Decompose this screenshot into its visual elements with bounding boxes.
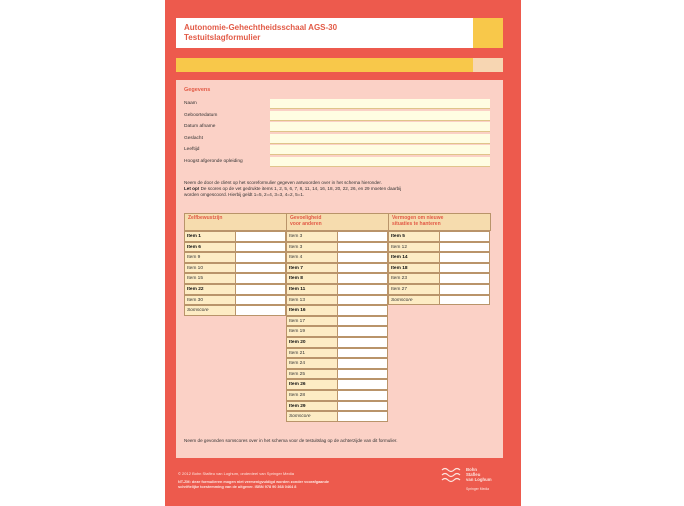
item-label: Item 27: [388, 284, 440, 295]
item-score-input[interactable]: [439, 273, 490, 284]
column-header-line-2: situaties te hanteren: [392, 220, 441, 227]
somscore-input[interactable]: [235, 305, 286, 316]
item-label: Item 7: [286, 263, 338, 274]
item-score-input[interactable]: [337, 390, 388, 401]
item-score-input[interactable]: [337, 326, 388, 337]
item-score-input[interactable]: [337, 273, 388, 284]
column-header-line-1: Gevoeligheid: [290, 215, 322, 221]
somscore-input[interactable]: [439, 295, 490, 306]
publisher-line-1: Bohn: [466, 467, 477, 472]
yellow-band: [176, 58, 473, 72]
publisher-name: [466, 467, 492, 482]
item-score-input[interactable]: [337, 295, 388, 306]
item-score-input[interactable]: [337, 358, 388, 369]
column-header: [388, 213, 491, 231]
let-op-label: Let op!: [184, 186, 200, 191]
item-label: Item 1: [184, 231, 236, 242]
item-label: Item 25: [286, 369, 338, 380]
item-score-input[interactable]: [439, 231, 490, 242]
item-label: Item 24: [286, 358, 338, 369]
instruction-line-2-text: De scores op de vet gedrukte items 1, 2, 5, 6, 7, 8, 11, 14, 16, 18, 20, 22, 26, en 29 moeten daarbij: [199, 186, 402, 191]
gegevens-field[interactable]: [270, 145, 490, 155]
item-label: Item 14: [388, 252, 440, 263]
item-label: Item 22: [184, 284, 236, 295]
column-header-line-2: voor anderen: [290, 220, 322, 227]
gegevens-label: Hoogst afgeronde opleiding: [184, 159, 243, 164]
item-score-input[interactable]: [337, 369, 388, 380]
item-label: Item 9: [184, 252, 236, 263]
item-label: Item 29: [286, 401, 338, 412]
item-score-input[interactable]: [337, 348, 388, 359]
item-score-input[interactable]: [235, 273, 286, 284]
item-label: Item 6: [184, 242, 236, 253]
item-label: Item 8: [286, 273, 338, 284]
item-score-input[interactable]: [439, 263, 490, 274]
gegevens-field[interactable]: [270, 134, 490, 144]
item-score-input[interactable]: [337, 305, 388, 316]
column-header: [286, 213, 389, 231]
item-score-input[interactable]: [439, 252, 490, 263]
publisher-logo-icon: [440, 466, 462, 486]
gegevens-label: Geslacht: [184, 135, 203, 141]
band-end-block: [473, 58, 503, 72]
item-score-input[interactable]: [337, 316, 388, 327]
item-score-input[interactable]: [337, 242, 388, 253]
item-score-input[interactable]: [337, 231, 388, 242]
instruction-line-1: Neem de door de cliënt op het scoreformulier gegeven antwoorden over in het schema hieronder.: [184, 180, 382, 185]
somscore-input[interactable]: [337, 411, 388, 422]
item-label: Item 26: [286, 379, 338, 390]
legal-line-1: NT-ZM: deze formulieren mogen niet vermenigvuldigd worden zonder voorafgaande: [178, 480, 330, 484]
item-label: Item 16: [286, 305, 338, 316]
item-score-input[interactable]: [337, 379, 388, 390]
column-header-text: [290, 216, 322, 227]
gegevens-label: Datum afname: [184, 124, 216, 130]
item-label: Item 28: [286, 390, 338, 401]
item-label: Item 15: [184, 273, 236, 284]
somscore-label: Somscore: [286, 411, 338, 422]
instructions: [184, 180, 484, 198]
column-header-text: [392, 216, 443, 227]
publisher-sub: Springer Media: [466, 487, 489, 491]
gegevens-field[interactable]: [270, 122, 490, 132]
legal-notice: [178, 480, 408, 490]
item-label: Item 17: [286, 316, 338, 327]
item-score-input[interactable]: [439, 242, 490, 253]
item-score-input[interactable]: [337, 284, 388, 295]
item-label: Item 4: [286, 252, 338, 263]
footer-instruction: Neem de gevonden somscores over in het schema voor de testuitslag op de achterzijde van dit formulier.: [184, 438, 398, 443]
somscore-label: Somscore: [184, 305, 236, 316]
item-score-input[interactable]: [235, 231, 286, 242]
instruction-line-3: worden omgescoord. Hierbij geldt 1=5, 2=4, 3=3, 4=2, 5=1.: [184, 192, 305, 197]
item-label: Item 5: [388, 231, 440, 242]
item-score-input[interactable]: [337, 401, 388, 412]
copyright: © 2012 Bohn Stafleu van Loghum, onderdeel van Springer Media: [178, 471, 294, 476]
item-label: Item 19: [286, 326, 338, 337]
column-header-line-1: Zelfbewustzijn: [188, 215, 223, 221]
item-label: Item 18: [388, 263, 440, 274]
form-title: Autonomie-Gehechtheidsschaal AGS-30: [184, 23, 338, 32]
item-score-input[interactable]: [235, 295, 286, 306]
publisher-line-2: Stafleu: [466, 472, 481, 477]
gegevens-field[interactable]: [270, 99, 490, 109]
column-header-text: [188, 216, 222, 222]
gegevens-field[interactable]: [270, 111, 490, 121]
column-header: [184, 213, 287, 231]
item-label: Item 23: [388, 273, 440, 284]
item-label: Item 21: [286, 348, 338, 359]
item-label: Item 12: [388, 242, 440, 253]
title-box: [176, 18, 473, 48]
item-score-input[interactable]: [439, 284, 490, 295]
gegevens-label: Geboortedatum: [184, 112, 218, 118]
column-header-line-1: Vermogen om nieuwe: [392, 215, 444, 221]
item-score-input[interactable]: [235, 263, 286, 274]
gegevens-label: Naam: [184, 101, 197, 106]
item-label: Item 11: [286, 284, 338, 295]
item-label: Item 10: [184, 263, 236, 274]
form-subtitle: Testuitslagformulier: [184, 33, 261, 42]
somscore-label: Somscore: [388, 295, 440, 306]
item-label: Item 13: [286, 295, 338, 306]
item-score-input[interactable]: [337, 337, 388, 348]
item-score-input[interactable]: [337, 263, 388, 274]
item-score-input[interactable]: [235, 252, 286, 263]
item-score-input[interactable]: [235, 242, 286, 253]
item-label: Item 3: [286, 242, 338, 253]
gegevens-label: Leeftijd: [184, 147, 200, 153]
item-label: Item 20: [286, 337, 338, 348]
publisher-line-3: van Loghum: [466, 477, 492, 482]
legal-line-2: schriftelijke toestemming van de uitgever. ISBN 978 90 368 0464 8: [178, 485, 297, 489]
gegevens-title: Gegevens: [184, 87, 211, 93]
gegevens-field[interactable]: [270, 157, 490, 167]
title-accent-block: [473, 18, 503, 48]
item-score-input[interactable]: [235, 284, 286, 295]
item-label: Item 30: [184, 295, 236, 306]
item-label: Item 3: [286, 231, 338, 242]
item-score-input[interactable]: [337, 252, 388, 263]
